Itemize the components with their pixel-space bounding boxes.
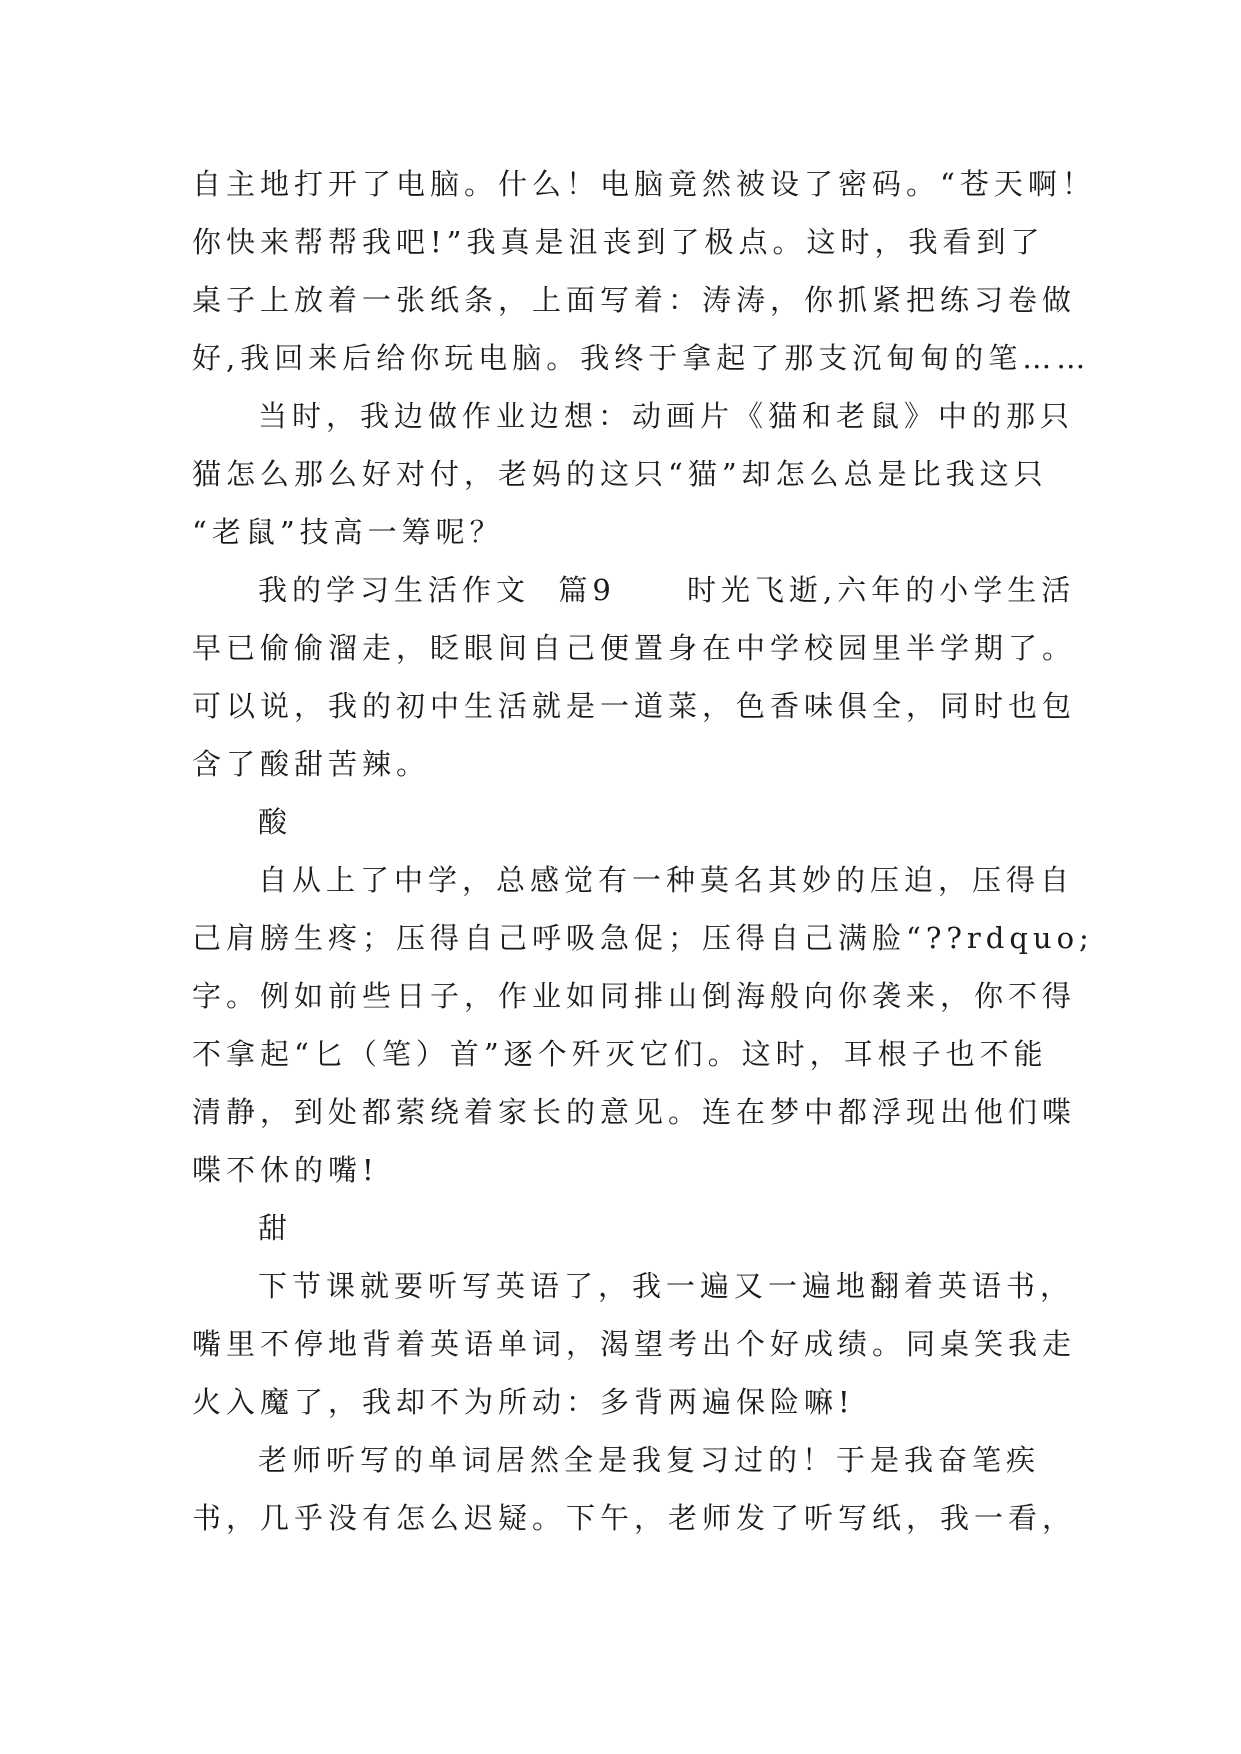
section-heading-line: 我的学习生活作文 篇9 时光飞逝,六年的小学生活 [258, 573, 1076, 607]
text-line: “老鼠”技高一筹呢？ [192, 515, 504, 549]
paragraph-start-line: 下节课就要听写英语了，我一遍又一遍地翻着英语书， [258, 1269, 1075, 1303]
text-line: 猫怎么那么好对付，老妈的这只“猫”却怎么总是比我这只 [192, 457, 1048, 491]
paragraph-start-line: 老师听写的单词居然全是我复习过的！于是我奋笔疾 [258, 1443, 1041, 1477]
text-line: 嘴里不停地背着英语单词，渴望考出个好成绩。同桌笑我走 [192, 1327, 1077, 1361]
text-line: 不拿起“匕（笔）首”逐个歼灭它们。这时，耳根子也不能 [192, 1037, 1048, 1071]
text-line: 喋不休的嘴! [192, 1153, 379, 1187]
paragraph-start-line: 当时，我边做作业边想：动画片《猫和老鼠》中的那只 [258, 399, 1075, 433]
text-line: 可以说，我的初中生活就是一道菜，色香味俱全，同时也包 [192, 689, 1077, 723]
subheading-sweet: 甜 [258, 1211, 293, 1245]
text-line: 清静，到处都萦绕着家长的意见。连在梦中都浮现出他们喋 [192, 1095, 1077, 1129]
paragraph-start-line: 自从上了中学，总感觉有一种莫名其妙的压迫，压得自 [258, 863, 1075, 897]
document-page [192, 155, 1096, 1547]
text-line: 含了酸甜苦辣。 [192, 747, 431, 781]
text-line: 己肩膀生疼；压得自己呼吸急促；压得自己满脸“??rdquo; [192, 921, 1094, 955]
text-line: 早已偷偷溜走，眨眼间自己便置身在中学校园里半学期了。 [192, 631, 1077, 665]
subheading-sour: 酸 [258, 805, 293, 839]
text-line: 你快来帮帮我吧!”我真是沮丧到了极点。这时，我看到了 [192, 225, 1045, 259]
text-line: 字。例如前些日子，作业如同排山倒海般向你袭来，你不得 [192, 979, 1077, 1013]
text-line: 书，几乎没有怎么迟疑。下午，老师发了听写纸，我一看， [192, 1501, 1077, 1535]
text-line: 桌子上放着一张纸条，上面写着：涛涛，你抓紧把练习卷做 [192, 283, 1077, 317]
text-line: 火入魔了，我却不为所动：多背两遍保险嘛! [192, 1385, 855, 1419]
text-line: 好,我回来后给你玩电脑。我终于拿起了那支沉甸甸的笔…… [192, 341, 1091, 375]
text-line: 自主地打开了电脑。什么！电脑竟然被设了密码。“苍天啊！ [192, 167, 1096, 201]
